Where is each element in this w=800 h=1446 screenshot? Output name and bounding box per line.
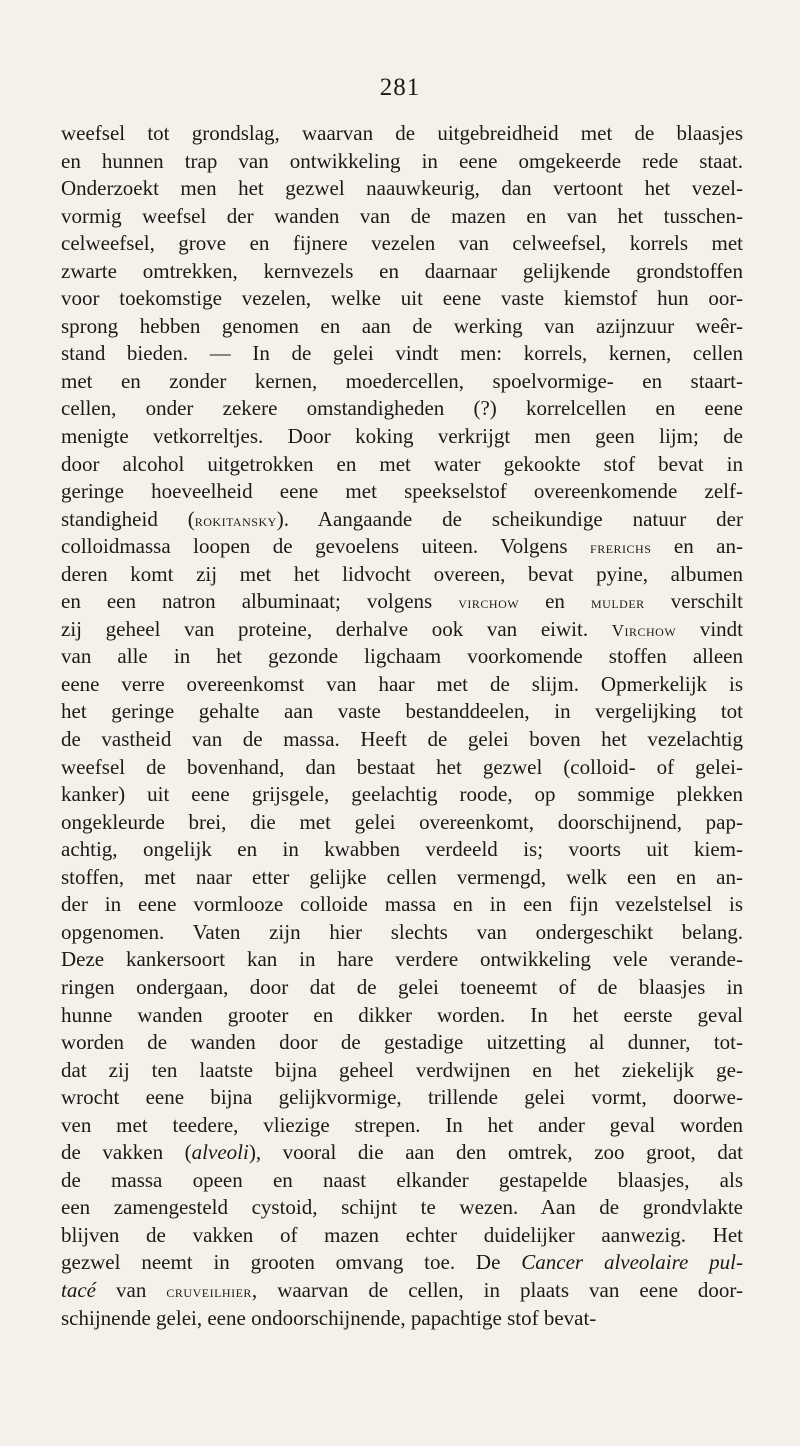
text-run: vormig weefsel der wanden van de mazen en van het tusschen-: [61, 203, 743, 228]
text-run: worden de wanden door de gestadige uitzetting al dunner, tot-: [61, 1030, 743, 1055]
text-run: ringen ondergaan, door dat de gelei toeneemt of de blaasjes in: [61, 974, 743, 999]
text-run: deren komt zij met het lidvocht overeen, bevat pyine, albumen: [61, 561, 743, 586]
text-line: [61, 451, 743, 479]
text-line: [61, 1084, 743, 1112]
text-run: achtig, ongelijk en in kwabben verdeeld is; voorts uit kiem-: [61, 837, 743, 862]
text-line: [61, 1029, 743, 1057]
text-line: [61, 313, 743, 341]
text-run: gezwel neemt in grooten omvang toe. De: [61, 1250, 522, 1275]
page-number: 281: [379, 74, 421, 101]
text-run: van: [95, 1277, 167, 1302]
author-name: cruveilhier: [166, 1281, 252, 1301]
text-run: wrocht eene bijna gelijkvormige, trillende gelei vormt, doorwe-: [61, 1085, 743, 1110]
text-run: Deze kankersoort kan in hare verdere ontwikkeling vele verande-: [61, 947, 743, 972]
text-run: schijnende gelei, eene ondoorschijnende, papachtige stof bevat-: [61, 1305, 597, 1330]
text-line: [61, 423, 743, 451]
text-line: [61, 698, 743, 726]
text-line: [61, 340, 743, 368]
italic-term: tacé: [61, 1277, 96, 1302]
text-line: [61, 726, 743, 754]
text-line: [61, 588, 743, 616]
text-run: weefsel de bovenhand, dan bestaat het gezwel (colloid- of gelei-: [61, 754, 743, 779]
text-run: ven met teedere, vliezige strepen. In het ander geval worden: [61, 1112, 743, 1137]
text-run: standigheid (: [61, 506, 195, 531]
text-line: [61, 836, 743, 864]
author-name: Virchow: [611, 620, 677, 640]
text-line: [61, 643, 743, 671]
body-text: [61, 120, 743, 1332]
text-run: vindt: [676, 616, 744, 641]
text-line: [61, 974, 743, 1002]
text-run: en an-: [651, 534, 743, 559]
text-run: blijven de vakken of mazen echter duidelijker aanwezig. Het: [61, 1222, 743, 1247]
italic-term: alveoli: [191, 1140, 249, 1165]
text-line: [61, 1112, 743, 1140]
text-line: [61, 120, 743, 148]
text-run: ). Aangaande de scheikundige natuur der: [276, 506, 743, 531]
text-line: [61, 395, 743, 423]
text-run: het geringe gehalte aan vaste bestanddeelen, in vergelijking tot: [61, 699, 743, 724]
text-run: met en zonder kernen, moedercellen, spoelvormige- en staart-: [61, 368, 743, 393]
author-name: virchow: [458, 593, 520, 613]
text-run: de vastheid van de massa. Heeft de gelei boven het vezelachtig: [61, 727, 743, 752]
text-line: [61, 919, 743, 947]
italic-term: Cancer alveolaire pul-: [521, 1250, 743, 1275]
text-run: dat zij ten laatste bijna geheel verdwijnen en het ziekelijk ge-: [61, 1057, 743, 1082]
text-line: [61, 478, 743, 506]
text-line: [61, 1194, 743, 1222]
text-line: [61, 781, 743, 809]
text-line: [61, 1167, 743, 1195]
text-line: [61, 1277, 743, 1305]
text-line: [61, 864, 743, 892]
text-run: en hunnen trap van ontwikkeling in eene omgekeerde rede staat.: [61, 148, 743, 173]
text-line: [61, 285, 743, 313]
text-line: [61, 230, 743, 258]
text-run: de massa opeen en naast elkander gestapelde blaasjes, als: [61, 1167, 743, 1192]
text-run: weefsel tot grondslag, waarvan de uitgebreidheid met de blaasjes: [61, 121, 743, 145]
text-run: stoffen, met naar etter gelijke cellen vermengd, welk een en an-: [61, 864, 743, 889]
text-run: en: [519, 589, 591, 614]
text-line: [61, 1249, 743, 1277]
text-run: stand bieden. — In de gelei vindt men: korrels, kernen, cellen: [61, 341, 743, 366]
author-name: frerichs: [590, 538, 652, 558]
text-line: [61, 533, 743, 561]
text-line: [61, 671, 743, 699]
text-line: [61, 175, 743, 203]
text-line: [61, 1002, 743, 1030]
text-run: verschilt: [644, 589, 744, 614]
text-run: hunne wanden grooter en dikker worden. In het eerste geval: [61, 1002, 743, 1027]
text-run: cellen, onder zekere omstandigheden (?) korrelcellen en eene: [61, 396, 743, 421]
text-line: [61, 809, 743, 837]
text-line: [61, 258, 743, 286]
text-line: [61, 891, 743, 919]
text-line: [61, 616, 743, 644]
text-run: ), vooral die aan den omtrek, zoo groot, dat: [248, 1140, 743, 1165]
text-run: Onderzoekt men het gezwel naauwkeurig, dan vertoont het vezel-: [61, 176, 743, 201]
text-run: voor toekomstige vezelen, welke uit eene vaste kiemstof hun oor-: [61, 286, 743, 311]
text-run: eene verre overeenkomst van haar met de slijm. Opmerkelijk is: [61, 671, 743, 696]
text-line: [61, 1305, 743, 1333]
text-line: [61, 754, 743, 782]
text-run: door alcohol uitgetrokken en met water gekookte stof bevat in: [61, 451, 743, 476]
text-run: zij geheel van proteine, derhalve ook van eiwit.: [61, 616, 612, 641]
text-run: geringe hoeveelheid eene met speekselstof overeenkomende zelf-: [61, 479, 743, 504]
text-line: [61, 368, 743, 396]
text-run: der in eene vormlooze colloide massa en in een fijn vezelstelsel is: [61, 892, 743, 917]
text-line: [61, 1139, 743, 1167]
text-line: [61, 148, 743, 176]
author-name: mulder: [590, 593, 645, 613]
text-run: kanker) uit eene grijsgele, geelachtig roode, op sommige plekken: [61, 782, 743, 807]
text-line: [61, 203, 743, 231]
text-line: [61, 1057, 743, 1085]
text-line: [61, 1222, 743, 1250]
text-line: [61, 561, 743, 589]
text-run: colloidmassa loopen de gevoelens uiteen. Volgens: [61, 534, 591, 559]
text-run: opgenomen. Vaten zijn hier slechts van ondergeschikt belang.: [61, 919, 743, 944]
text-run: menigte vetkorreltjes. Door koking verkrijgt men geen lijm; de: [61, 424, 743, 449]
text-run: celweefsel, grove en fijnere vezelen van celweefsel, korrels met: [61, 231, 743, 256]
text-run: zwarte omtrekken, kernvezels en daarnaar gelijkende grondstoffen: [61, 258, 743, 283]
text-run: een zamengesteld cystoid, schijnt te wezen. Aan de grondvlakte: [61, 1195, 743, 1220]
text-line: [61, 506, 743, 534]
author-name: rokitansky: [194, 510, 277, 530]
text-run: , waarvan de cellen, in plaats van eene door-: [251, 1277, 743, 1302]
text-run: ongekleurde brei, die met gelei overeenkomt, doorschijnend, pap-: [61, 809, 743, 834]
text-run: de vakken (: [61, 1140, 192, 1165]
text-line: [61, 946, 743, 974]
text-run: van alle in het gezonde ligchaam voorkomende stoffen alleen: [61, 644, 743, 669]
text-run: sprong hebben genomen en aan de werking van azijnzuur weêr-: [61, 313, 743, 338]
text-run: en een natron albuminaat; volgens: [61, 589, 459, 614]
